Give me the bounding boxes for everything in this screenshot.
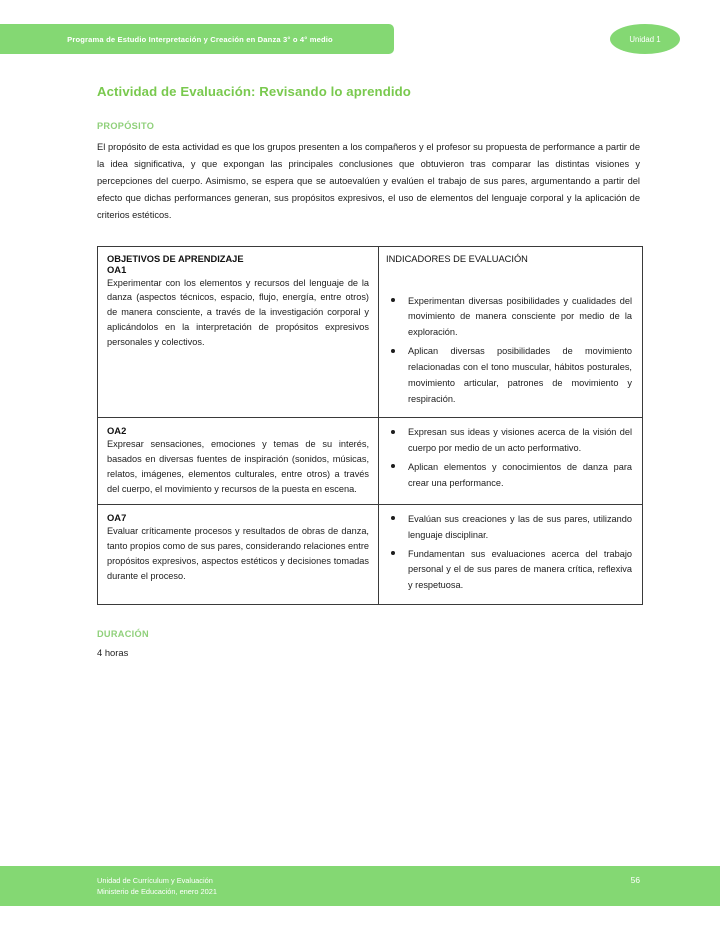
indicator-list-oa2: [386, 425, 632, 491]
duracion-value: 4 horas: [97, 647, 129, 659]
oa-text-2: Expresar sensaciones, emociones y temas de su interés, basados en diversas fuentes de inspiración (sonidos, músicas, relatos, imágenes, elementos culturales, entre otros) a través del cuerpo, el movimiento y recursos de la puesta en escena.: [107, 439, 369, 495]
proposito-paragraph: El propósito de esta actividad es que los grupos presenten a los compañeros y el profesor su propuesta de performance a partir de la idea significativa, y que expongan las principales conclusiones que obtuvieron tras comparar las distintas visiones y percepciones del cuerpo. Asimismo, se espera que se autoevalúen y evalúen el trabajo de sus pares, argumentando a partir del efecto que dichas performances generan, sus propósitos expresivos, el uso de elementos del lenguaje corporal y la aplicación de criterios estéticos.: [97, 142, 640, 220]
objetivos-cell-oa2: [98, 418, 379, 505]
list-item: [386, 425, 632, 457]
duracion-section: [97, 629, 640, 658]
list-item: [386, 547, 632, 594]
oa-code-1: OA1: [107, 263, 127, 275]
column-header-objetivos: OBJETIVOS DE APRENDIZAJE: [107, 253, 244, 264]
table-row: [98, 246, 643, 418]
indicator-text: Fundamentan sus evaluaciones acerca del trabajo personal y el de sus pares de manera crítica, reflexiva y respetuosa.: [408, 548, 632, 591]
bullet-icon: [391, 551, 395, 555]
page-header: [0, 24, 720, 54]
bullet-icon: [391, 464, 395, 468]
indicadores-cell-oa7: [379, 504, 643, 604]
footer-org-info: [97, 875, 217, 897]
list-item: [386, 294, 632, 341]
indicator-list-oa7: [386, 512, 632, 594]
table-row: [98, 418, 643, 505]
footer-line-1: Unidad de Currículum y Evaluación: [97, 876, 213, 885]
objetivos-cell-oa1: [98, 246, 379, 418]
column-header-indicadores: INDICADORES DE EVALUACIÓN: [386, 253, 528, 264]
indicator-list-oa1: [386, 294, 632, 408]
bullet-icon: [391, 298, 395, 302]
page-title: Actividad de Evaluación: Revisando lo aprendido: [97, 84, 411, 99]
footer-line-2: Ministerio de Educación, enero 2021: [97, 887, 217, 897]
indicator-text: Aplican diversas posibilidades de movimiento relacionadas con el tono muscular, hábitos posturales, movimiento articular, patrones de movimiento y respiración.: [408, 346, 632, 404]
indicator-text: Experimentan diversas posibilidades y cualidades del movimiento de manera consciente por medio de la exploración.: [408, 295, 632, 338]
duracion-label: DURACIÓN: [97, 629, 149, 640]
oa-text-7: Evaluar críticamente procesos y resultados de obras de danza, tanto propios como de sus pares, considerando relaciones entre propósitos expresivos, aspectos estéticos y decisiones tomadas durante el proceso.: [107, 525, 369, 581]
oa-code-7: OA7: [107, 511, 127, 523]
main-content: [97, 84, 640, 658]
indicator-text: Aplican elementos y conocimientos de danza para crear una performance.: [408, 461, 632, 488]
list-item: [386, 460, 632, 492]
objetivos-cell-oa7: [98, 504, 379, 604]
bullet-icon: [391, 430, 395, 434]
page-number: 56: [630, 875, 640, 885]
list-item: [386, 344, 632, 407]
bullet-icon: [391, 349, 395, 353]
bullet-icon: [391, 516, 395, 520]
unit-badge: [610, 24, 680, 54]
list-item: [386, 512, 632, 544]
indicator-spacer: [386, 264, 632, 294]
indicadores-cell-oa1: [379, 246, 643, 418]
indicator-text: Expresan sus ideas y visiones acerca de la visión del cuerpo por medio de un acto performativo.: [408, 427, 632, 454]
proposito-section: [97, 139, 640, 224]
oa-text-1: Experimentar con los elementos y recursos del lenguaje de la danza (aspectos técnicos, espacio, flujo, energía, entre otros) de manera consciente, a través de la investigación corporal y aplicándolos en la interpretación de propósitos expresivos personales y colectivos.: [107, 277, 369, 348]
program-title-text: Programa de Estudio Interpretación y Creación en Danza 3° o 4° medio: [67, 34, 333, 44]
program-title-band: [0, 24, 394, 54]
objetivos-indicadores-table: [97, 246, 643, 606]
indicadores-cell-oa2: [379, 418, 643, 505]
oa-code-2: OA2: [107, 425, 127, 437]
proposito-label: PROPÓSITO: [97, 121, 155, 131]
table-row: [98, 504, 643, 604]
page-footer: [0, 866, 720, 906]
indicator-text: Evalúan sus creaciones y las de sus pares, utilizando lenguaje disciplinar.: [408, 513, 632, 540]
unit-badge-label: Unidad 1: [629, 34, 661, 44]
